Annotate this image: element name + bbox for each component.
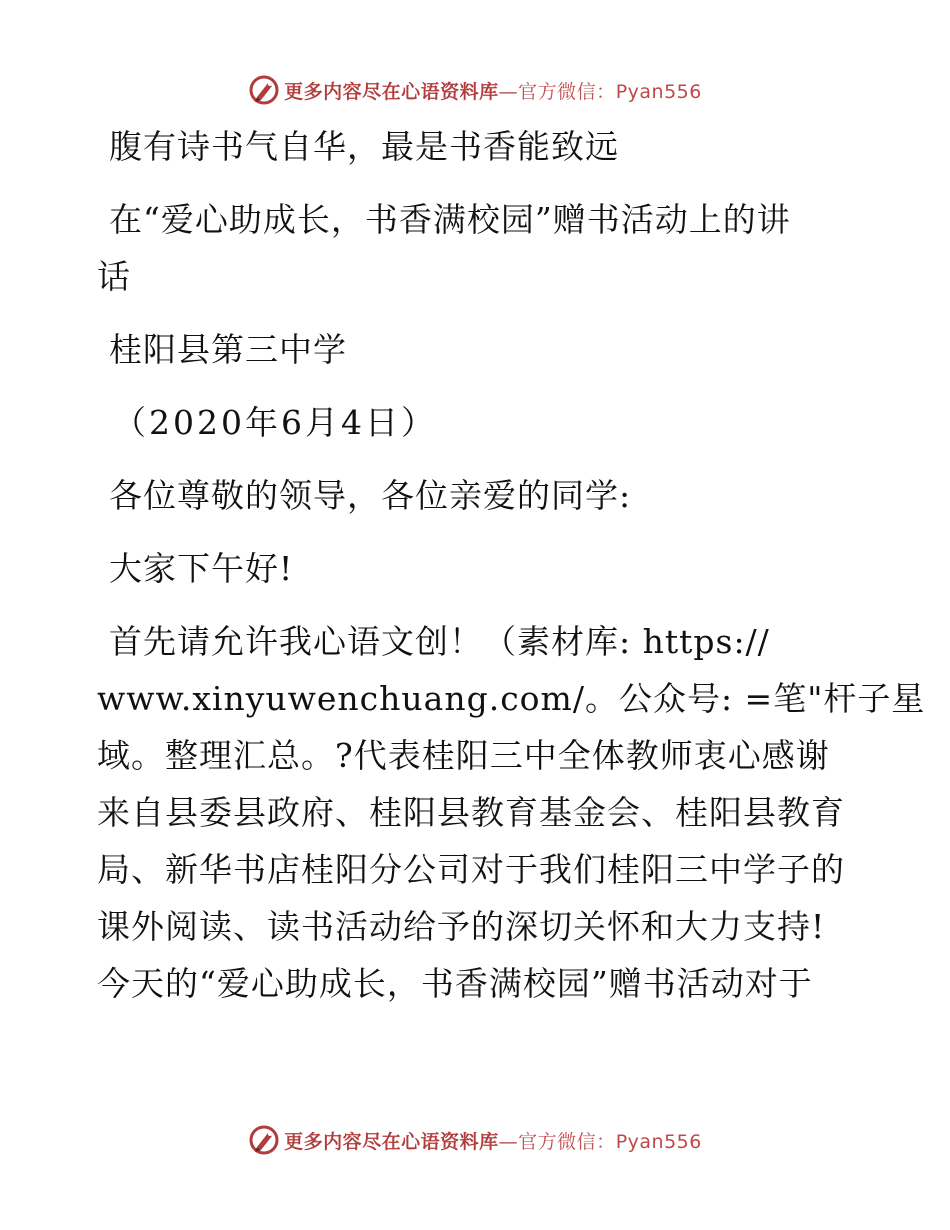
pen-circle-logo-icon	[248, 74, 280, 106]
banner-main-text: 更多内容尽在心语资料库	[284, 1130, 499, 1153]
banner-text	[284, 1127, 702, 1154]
document-subtitle-line-2: 话	[97, 257, 131, 296]
banner-main-text: 更多内容尽在心语资料库	[284, 80, 499, 103]
body-line: 局、新华书店桂阳分公司对于我们桂阳三中学子的	[97, 850, 845, 889]
banner-account: Pyan556	[615, 1130, 702, 1153]
banner-text	[284, 77, 702, 104]
document-subtitle-line-1: 在“爱心助成长，书香满校园”赠书活动上的讲	[109, 200, 791, 239]
school-name: 桂阳县第三中学	[109, 330, 347, 369]
salutation: 各位尊敬的领导，各位亲爱的同学:	[109, 476, 632, 515]
body-line: 今天的“爱心助成长，书香满校园”赠书活动对于	[97, 964, 813, 1003]
header-banner	[0, 70, 950, 110]
pen-circle-logo-icon	[248, 1124, 280, 1156]
footer-banner	[0, 1120, 950, 1160]
document-title: 腹有诗书气自华，最是书香能致远	[109, 127, 619, 166]
banner-wechat-label: 官方微信：	[518, 80, 616, 103]
banner-wechat-label: 官方微信：	[518, 1130, 616, 1153]
body-line: 域。整理汇总。?代表桂阳三中全体教师衷心感谢	[97, 736, 830, 775]
document-body	[97, 118, 926, 1012]
banner-dash: —	[498, 80, 519, 103]
body-line: www.xinyuwenchuang.com/。公众号: =笔"杆子星	[97, 679, 926, 718]
greeting: 大家下午好!	[109, 549, 294, 588]
banner-account: Pyan556	[615, 80, 702, 103]
body-line: 来自县委县政府、桂阳县教育基金会、桂阳县教育	[97, 793, 845, 832]
banner-dash: —	[498, 1130, 519, 1153]
body-line: 首先请允许我心语文创！（素材库: https://	[109, 622, 770, 661]
speech-date: （2020年6月4日）	[113, 403, 437, 442]
body-line: 课外阅读、读书活动给予的深切关怀和大力支持!	[97, 907, 826, 946]
